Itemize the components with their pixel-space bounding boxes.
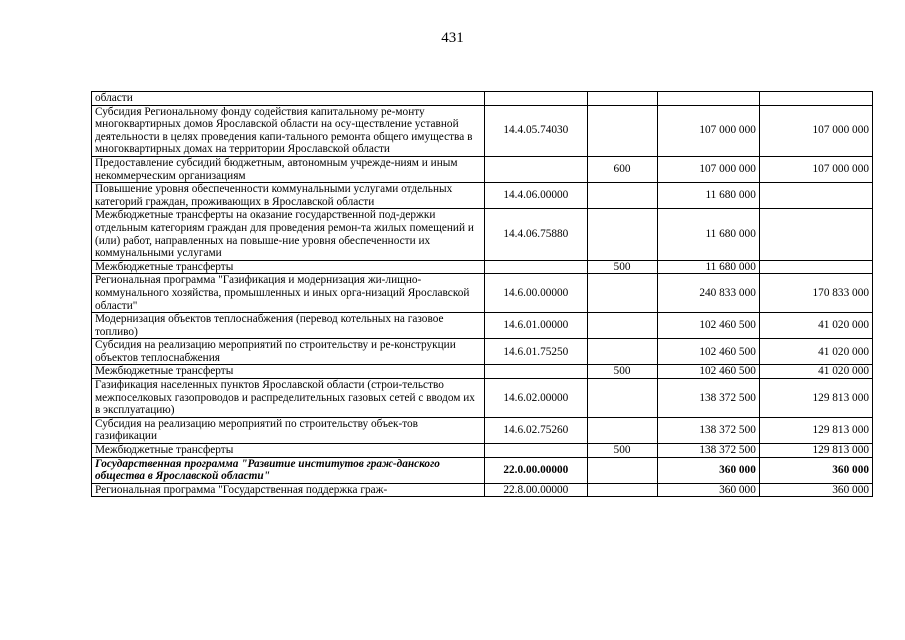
row-type-cell xyxy=(587,457,657,483)
row-name-cell: Субсидия на реализацию мероприятий по строительству объек-тов газификации xyxy=(92,417,485,443)
row-name-cell: Региональная программа "Государственная поддержка граж- xyxy=(92,483,485,497)
row-year2-amount-cell xyxy=(759,92,872,106)
row-name-cell: Региональная программа "Газификация и модернизация жи-лищно-коммунального хозяйства, промышленных и иных орга-низаций Ярославской области" xyxy=(92,274,485,313)
row-year2-amount-cell: 41 020 000 xyxy=(759,313,872,339)
row-type-cell xyxy=(587,274,657,313)
row-type-cell xyxy=(587,183,657,209)
row-year1-amount-cell: 138 372 500 xyxy=(657,444,759,458)
table-row xyxy=(92,209,873,260)
row-code-cell: 22.0.00.00000 xyxy=(485,457,587,483)
row-name-cell: Модернизация объектов теплоснабжения (перевод котельных на газовое топливо) xyxy=(92,313,485,339)
row-name-cell: Межбюджетные трансферты xyxy=(92,260,485,274)
row-year1-amount-cell: 102 460 500 xyxy=(657,339,759,365)
row-code-cell: 14.6.00.00000 xyxy=(485,274,587,313)
table-row xyxy=(92,274,873,313)
row-name-cell: области xyxy=(92,92,485,106)
table-row xyxy=(92,379,873,418)
row-name-cell: Газификация населенных пунктов Ярославской области (строи-тельство межпоселковых газопроводов и распределительных газовых сетей с вводом их в эксплуатацию) xyxy=(92,379,485,418)
row-code-cell xyxy=(485,92,587,106)
row-year2-amount-cell: 129 813 000 xyxy=(759,444,872,458)
row-type-cell xyxy=(587,209,657,260)
row-year2-amount-cell: 41 020 000 xyxy=(759,339,872,365)
row-name-cell: Субсидия на реализацию мероприятий по строительству и ре-конструкции объектов теплоснабжения xyxy=(92,339,485,365)
table-row xyxy=(92,339,873,365)
row-code-cell xyxy=(485,365,587,379)
table-row xyxy=(92,457,873,483)
row-code-cell: 14.4.05.74030 xyxy=(485,105,587,156)
row-year1-amount-cell: 11 680 000 xyxy=(657,209,759,260)
row-year2-amount-cell: 360 000 xyxy=(759,483,872,497)
page-number: 431 xyxy=(441,30,464,46)
row-year2-amount-cell xyxy=(759,183,872,209)
table-row xyxy=(92,483,873,497)
row-type-cell: 500 xyxy=(587,444,657,458)
table-row xyxy=(92,105,873,156)
row-type-cell: 500 xyxy=(587,365,657,379)
row-year1-amount-cell: 240 833 000 xyxy=(657,274,759,313)
row-code-cell xyxy=(485,260,587,274)
table-row xyxy=(92,260,873,274)
row-year2-amount-cell: 170 833 000 xyxy=(759,274,872,313)
row-name-cell: Межбюджетные трансферты на оказание государственной под-держки отдельным категориям граждан для проведения ремон-та жилых помещений и (или) работ, направленных на повыше-ние уровня обеспеченности их коммунальными услугами xyxy=(92,209,485,260)
row-type-cell: 600 xyxy=(587,156,657,182)
row-year2-amount-cell: 107 000 000 xyxy=(759,156,872,182)
row-year1-amount-cell: 107 000 000 xyxy=(657,105,759,156)
row-year2-amount-cell: 129 813 000 xyxy=(759,417,872,443)
row-year2-amount-cell xyxy=(759,209,872,260)
row-year2-amount-cell: 107 000 000 xyxy=(759,105,872,156)
row-year1-amount-cell: 138 372 500 xyxy=(657,417,759,443)
row-name-cell: Предоставление субсидий бюджетным, автономным учрежде-ниям и иным некоммерческим организациям xyxy=(92,156,485,182)
row-type-cell xyxy=(587,313,657,339)
row-type-cell xyxy=(587,339,657,365)
row-name-cell: Субсидия Региональному фонду содействия капитальному ре-монту многоквартирных домов Ярославской области на осу-ществление уставной деятельности в целях проведения капи-тального ремонта общего имущества в многоквартирных домах на территории Ярославской области xyxy=(92,105,485,156)
row-type-cell xyxy=(587,379,657,418)
table-row xyxy=(92,444,873,458)
row-code-cell: 14.4.06.75880 xyxy=(485,209,587,260)
budget-table-body xyxy=(92,92,873,497)
row-year1-amount-cell: 11 680 000 xyxy=(657,183,759,209)
table-row xyxy=(92,313,873,339)
row-type-cell: 500 xyxy=(587,260,657,274)
row-code-cell: 14.6.02.00000 xyxy=(485,379,587,418)
table-row xyxy=(92,92,873,106)
row-name-cell: Межбюджетные трансферты xyxy=(92,365,485,379)
budget-table xyxy=(91,91,873,497)
row-type-cell xyxy=(587,483,657,497)
table-row xyxy=(92,156,873,182)
row-name-cell: Повышение уровня обеспеченности коммунальными услугами отдельных категорий граждан, проживающих в Ярославской области xyxy=(92,183,485,209)
row-year1-amount-cell: 360 000 xyxy=(657,457,759,483)
row-code-cell xyxy=(485,156,587,182)
row-year1-amount-cell: 11 680 000 xyxy=(657,260,759,274)
row-year1-amount-cell: 102 460 500 xyxy=(657,313,759,339)
row-year2-amount-cell xyxy=(759,260,872,274)
row-code-cell: 14.4.06.00000 xyxy=(485,183,587,209)
row-type-cell xyxy=(587,105,657,156)
row-code-cell: 14.6.01.00000 xyxy=(485,313,587,339)
row-type-cell xyxy=(587,417,657,443)
table-row xyxy=(92,417,873,443)
row-year2-amount-cell: 41 020 000 xyxy=(759,365,872,379)
row-name-cell: Государственная программа "Развитие институтов граж-данского общества в Ярославской области" xyxy=(92,457,485,483)
row-year1-amount-cell: 107 000 000 xyxy=(657,156,759,182)
row-code-cell xyxy=(485,444,587,458)
row-code-cell: 14.6.02.75260 xyxy=(485,417,587,443)
row-year2-amount-cell: 129 813 000 xyxy=(759,379,872,418)
row-code-cell: 22.8.00.00000 xyxy=(485,483,587,497)
row-year1-amount-cell xyxy=(657,92,759,106)
table-row xyxy=(92,183,873,209)
row-year1-amount-cell: 102 460 500 xyxy=(657,365,759,379)
row-type-cell xyxy=(587,92,657,106)
row-year1-amount-cell: 360 000 xyxy=(657,483,759,497)
table-row xyxy=(92,365,873,379)
row-year2-amount-cell: 360 000 xyxy=(759,457,872,483)
row-code-cell: 14.6.01.75250 xyxy=(485,339,587,365)
row-name-cell: Межбюджетные трансферты xyxy=(92,444,485,458)
row-year1-amount-cell: 138 372 500 xyxy=(657,379,759,418)
